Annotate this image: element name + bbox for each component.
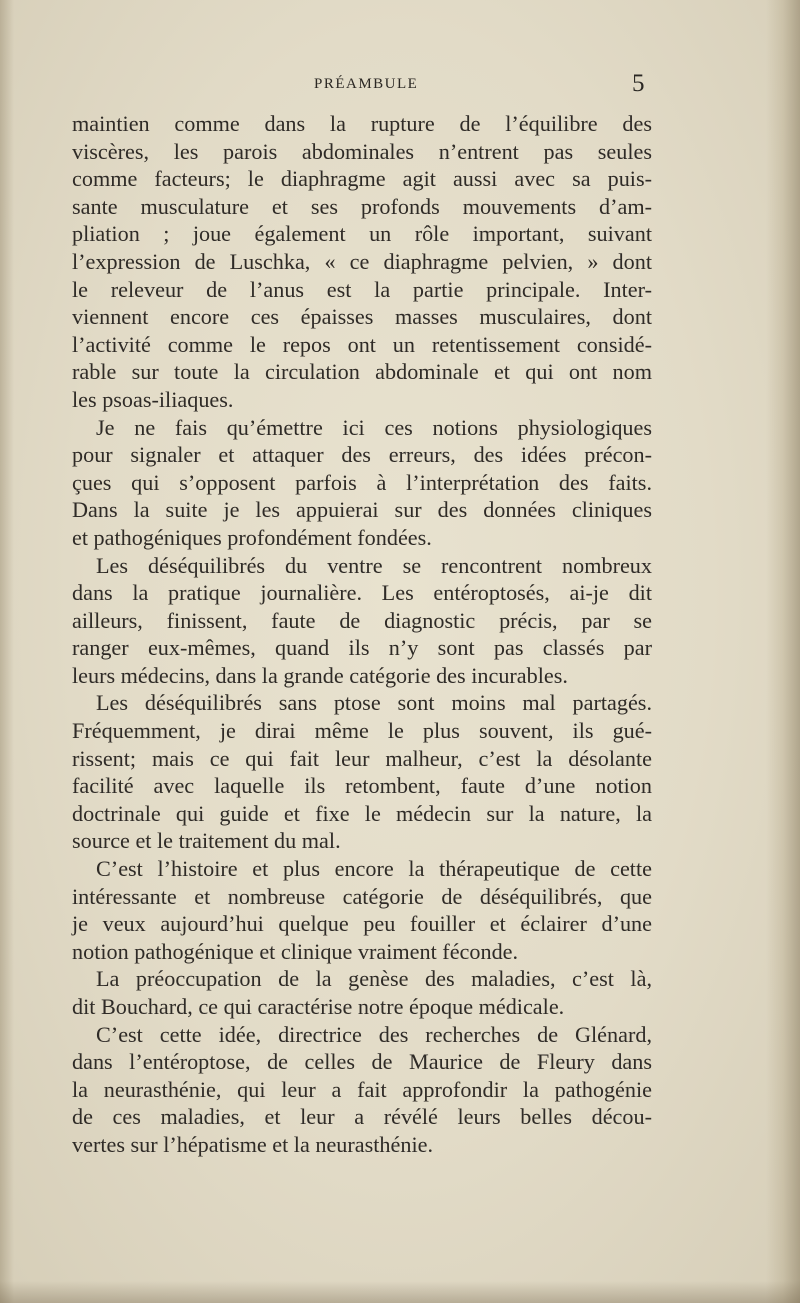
text-line: Je ne fais qu’émettre ici ces notions physiologiques <box>96 414 652 440</box>
page-bottom-shadow <box>0 1281 800 1303</box>
text-line: et pathogéniques profondément fondées. <box>72 524 432 550</box>
text-line: Fréquemment, je dirai même le plus souvent, ils gué- <box>72 718 652 744</box>
paragraph-5 <box>72 855 652 965</box>
text-line: doctrinale qui guide et fixe le médecin sur la nature, la <box>72 800 652 826</box>
text-line: ailleurs, finissent, faute de diagnostic précis, par se <box>72 607 652 633</box>
text-line: leurs médecins, dans la grande catégorie des incurables. <box>72 662 568 688</box>
paragraph-6 <box>72 965 652 1020</box>
paragraph-3 <box>72 552 652 690</box>
text-line: Les déséquilibrés du ventre se rencontrent nombreux <box>96 552 652 578</box>
text-line: Les déséquilibrés sans ptose sont moins mal partagés. <box>96 690 652 716</box>
text-line: notion pathogénique et clinique vraiment féconde. <box>72 938 519 964</box>
text-line: la neurasthénie, qui leur a fait approfondir la pathogénie <box>72 1076 652 1102</box>
text-line: facilité avec laquelle ils retombent, faute d’une notion <box>72 773 652 799</box>
page-number: 5 <box>632 70 645 97</box>
text-line: sante musculature et ses profonds mouvements d’am- <box>72 193 652 219</box>
text-line: dit Bouchard, ce qui caractérise notre époque médicale. <box>72 994 565 1019</box>
page-right-shadow <box>766 0 800 1303</box>
text-line: rissent; mais ce qui fait leur malheur, c’est la désolante <box>72 745 652 771</box>
text-line: vertes sur l’hépatisme et la neurasthénie. <box>72 1131 434 1157</box>
text-line: l’activité comme le repos ont un retentissement considé- <box>72 331 652 357</box>
text-line: les psoas-iliaques. <box>72 386 234 412</box>
text-line: comme facteurs; le diaphragme agit aussi avec sa puis- <box>72 166 652 192</box>
text-line: ranger eux-mêmes, quand ils n’y sont pas classés par <box>72 635 652 661</box>
text-line: maintien comme dans la rupture de l’équilibre des <box>72 111 652 136</box>
text-line: Dans la suite je les appuierai sur des données cliniques <box>72 497 652 523</box>
paragraph-1 <box>72 110 652 414</box>
text-line: intéressante et nombreuse catégorie de déséquilibrés, que <box>72 883 652 909</box>
text-line: dans la pratique journalière. Les entéroptosés, ai-je dit <box>72 580 652 606</box>
text-line: viscères, les parois abdominales n’entrent pas seules <box>72 138 652 164</box>
text-line: dans l’entéroptose, de celles de Maurice de Fleury dans <box>72 1049 652 1075</box>
text-line: pour signaler et attaquer des erreurs, des idées précon- <box>72 442 652 468</box>
page-left-shadow <box>0 0 14 1303</box>
text-line: je veux aujourd’hui quelque peu fouiller et éclairer d’une <box>72 911 652 937</box>
text-line: La préoccupation de la genèse des maladies, c’est là, <box>96 966 652 992</box>
paragraph-7 <box>72 1021 652 1159</box>
text-line: de ces maladies, et leur a révélé leurs belles décou- <box>72 1104 652 1130</box>
text-line: C’est cette idée, directrice des recherches de Glénard, <box>96 1021 652 1047</box>
running-title: PRÉAMBULE <box>314 76 419 92</box>
text-line: rable sur toute la circulation abdominale et qui ont nom <box>72 359 652 385</box>
text-line: viennent encore ces épaisses masses musculaires, dont <box>72 304 652 330</box>
text-line: l’expression de Luschka, « ce diaphragme pelvien, » dont <box>72 248 652 274</box>
text-line: le releveur de l’anus est la partie principale. Inter- <box>72 276 652 302</box>
text-line: source et le traitement du mal. <box>72 828 341 854</box>
paragraph-4 <box>72 689 652 855</box>
text-line: pliation ; joue également un rôle important, suivant <box>72 221 652 247</box>
paragraph-2 <box>72 414 652 552</box>
text-line: çues qui s’opposent parfois à l’interprétation des faits. <box>72 469 652 495</box>
text-line: C’est l’histoire et plus encore la thérapeutique de cette <box>96 856 652 882</box>
body-text <box>72 110 652 1159</box>
